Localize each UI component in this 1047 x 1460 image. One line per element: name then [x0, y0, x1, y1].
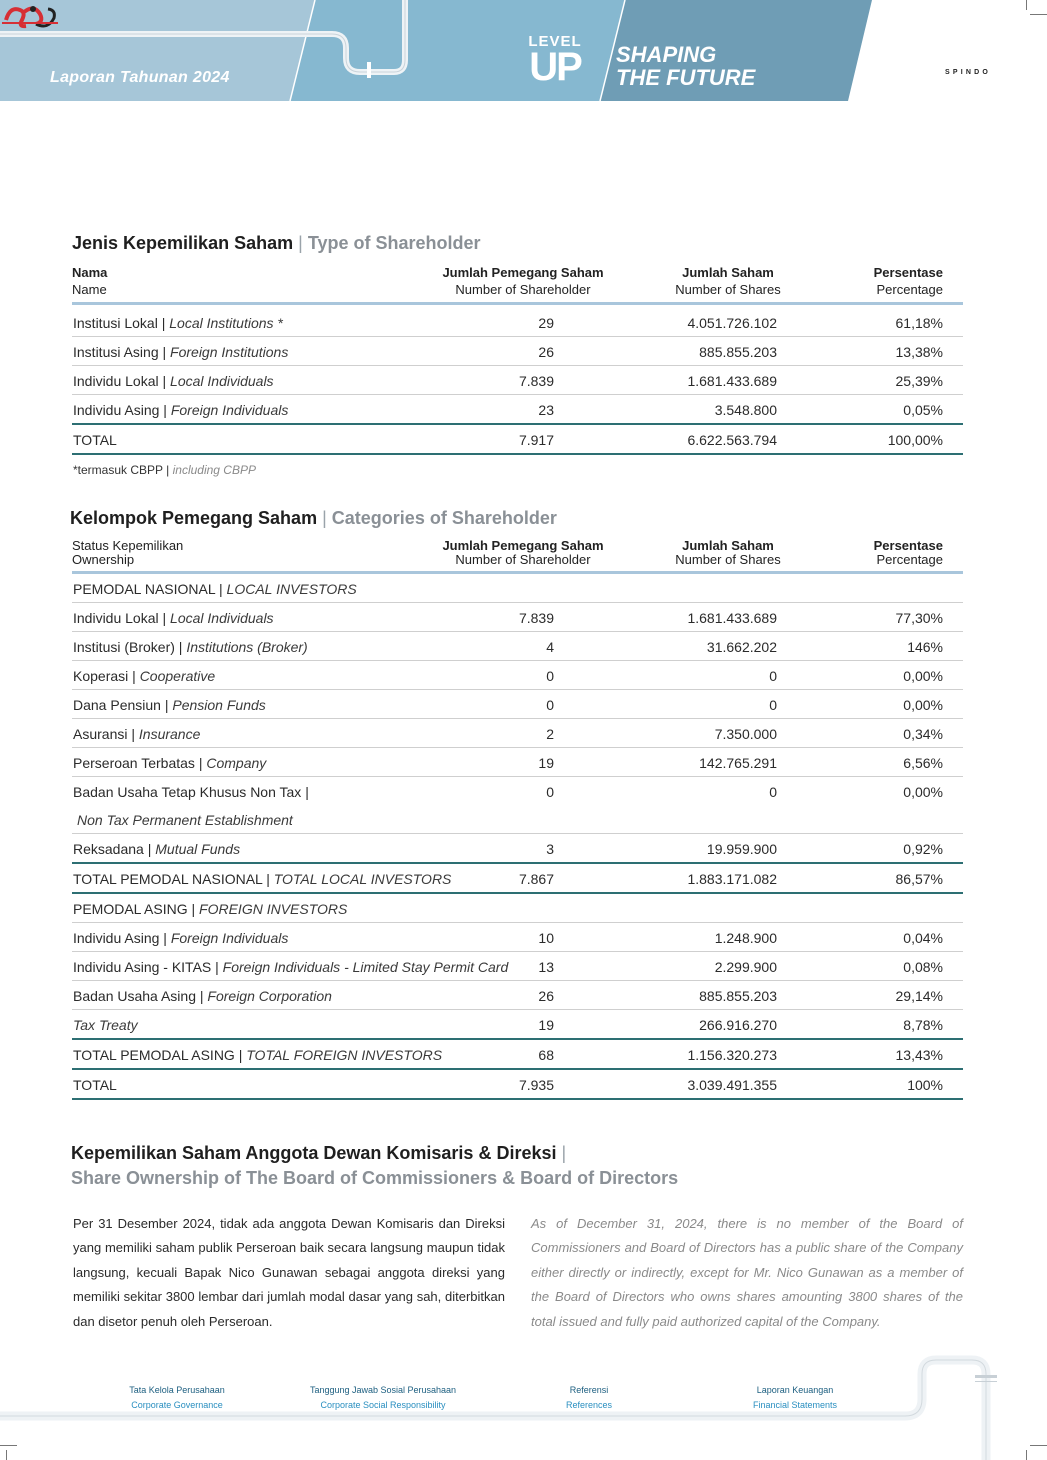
table-row: [72, 719, 963, 748]
row-holders: 23: [538, 402, 554, 418]
row-pct: 77,30%: [895, 610, 943, 626]
table-row: [72, 748, 963, 777]
tagline-line2: THE FUTURE: [616, 65, 756, 90]
row-shares: 1.681.433.689: [687, 610, 777, 626]
board-ownership-title: [71, 1143, 566, 1164]
row-holders: 4: [546, 639, 554, 655]
title-id: Kelompok Pemegang Saham: [70, 508, 318, 528]
title-separator: |: [322, 508, 327, 528]
row-name: Individu Lokal | Local Individuals: [73, 373, 274, 389]
group-header-foreign: PEMODAL ASING | FOREIGN INVESTORS: [72, 894, 963, 923]
row-holders: 29: [538, 315, 554, 331]
row-shares: 142.765.291: [699, 755, 777, 771]
level-text: LEVEL: [528, 33, 582, 50]
table-row-foreign-total: TOTAL PEMODAL ASING | TOTAL FOREIGN INVESTORS 68 1.156.320.273 13,43%: [72, 1040, 963, 1070]
level-up-logo: [523, 33, 587, 89]
row-pct: 29,14%: [895, 988, 943, 1004]
row-pct: 13,38%: [895, 344, 943, 360]
table-row: [72, 952, 963, 981]
col-name-header: Status Kepemilikan Ownership: [72, 538, 184, 567]
col-shares-header: Jumlah Saham Number of Shares: [675, 538, 781, 567]
row-name: Institusi (Broker) | Institutions (Broker): [73, 639, 308, 655]
table-row: [72, 661, 963, 690]
row-shares: 0: [769, 668, 777, 684]
row-shares: 31.662.202: [706, 639, 777, 655]
footer-link-csr[interactable]: Tanggung Jawab Sosial Perusahaan Corporate Social Responsibility: [309, 1385, 457, 1410]
row-pct: 6,56%: [903, 755, 943, 771]
crop-mark: [0, 1445, 17, 1446]
row-name: Perseroan Terbatas | Company: [73, 755, 267, 771]
title-separator: |: [561, 1143, 567, 1163]
report-title: Laporan Tahunan 2024: [50, 69, 230, 86]
row-holders: 19: [538, 755, 554, 771]
table-row: [72, 366, 963, 395]
table-row: [72, 923, 963, 952]
row-name: Dana Pensiun | Pension Funds: [73, 697, 266, 713]
crop-mark: [1026, 1450, 1027, 1460]
title-en: Categories of Shareholder: [331, 508, 557, 528]
foreign-rows: [72, 923, 963, 1010]
row-shares: 0: [769, 697, 777, 713]
col-pct-header: Persentase Percentage: [873, 538, 943, 567]
table-row-but: Badan Usaha Tetap Khusus Non Tax | 0 0 0,00%: [73, 784, 943, 800]
type-of-shareholder-title: [72, 233, 481, 254]
row-shares: 1.248.900: [714, 930, 777, 946]
type-of-shareholder-table: [72, 264, 963, 455]
title-en: Type of Shareholder: [307, 233, 481, 253]
table-row-but-en: Non Tax Permanent Establishment: [72, 805, 963, 834]
categories-table: [72, 539, 963, 1100]
col-holders-header: Jumlah Pemegang Saham Number of Shareholder: [442, 538, 604, 567]
table-row: [72, 603, 963, 632]
board-ownership-title-en: [71, 1168, 678, 1189]
table-footnote: *termasuk CBPP | including CBPP: [73, 463, 256, 477]
table-row: [72, 308, 963, 337]
table-row: [72, 690, 963, 719]
footer-link-references[interactable]: Referensi References: [565, 1385, 613, 1410]
row-pct: 0,04%: [903, 930, 943, 946]
paragraph-english: As of December 31, 2024, there is no member of the Board of Commissioners and Board of Directors has a public share of the Company either directly or indirectly, except for Mr. Nico Gunawan as a member of the Board of Directors who owns shares amounting 3800 shares of the total issued and fully paid authorized capital of the Company.: [531, 1216, 963, 1329]
table-row: [72, 337, 963, 366]
table-header: [72, 264, 963, 305]
row-name: Koperasi | Cooperative: [73, 668, 216, 684]
col-shares-header: Jumlah Saham Number of Shares: [675, 265, 781, 297]
crop-mark: [6, 1450, 7, 1460]
row-name: Institusi Lokal | Local Institutions *: [73, 315, 283, 331]
table-row-local-total: TOTAL PEMODAL NASIONAL | TOTAL LOCAL INVESTORS 7.867 1.883.171.082 86,57%: [72, 864, 963, 894]
up-text: UP: [529, 45, 581, 89]
row-shares: 4.051.726.102: [687, 315, 777, 331]
row-holders: 2: [546, 726, 554, 742]
row-name: Asuransi | Insurance: [73, 726, 201, 742]
row-pct: 61,18%: [895, 315, 943, 331]
row-holders: 7.839: [518, 373, 554, 389]
table-row-tax-treaty: Tax Treaty 19 266.916.270 8,78%: [72, 1010, 963, 1040]
row-name: Individu Asing - KITAS | Foreign Individuals - Limited Stay Permit Card: [73, 959, 509, 975]
row-pct: 0,08%: [903, 959, 943, 975]
footer-link-governance[interactable]: Tata Kelola Perusahaan Corporate Governance: [129, 1385, 225, 1410]
row-holders: 26: [538, 988, 554, 1004]
col-holders-header: Jumlah Pemegang Saham Number of Shareholder: [442, 265, 604, 297]
row-shares: 885.855.203: [699, 344, 777, 360]
crop-mark: [1026, 0, 1027, 10]
table-header: [72, 539, 963, 574]
table-row-total: TOTAL 7.935 3.039.491.355 100%: [72, 1070, 963, 1100]
table-row: [72, 395, 963, 425]
table-row-mutual-funds: Reksadana | Mutual Funds 3 19.959.900 0,92%: [72, 834, 963, 864]
tagline-line1: SHAPING: [616, 42, 717, 67]
row-holders: 0: [546, 697, 554, 713]
paragraph-indonesian: Per 31 Desember 2024, tidak ada anggota Dewan Komisaris dan Direksi yang memiliki saham publik Perseroan baik secara langsung maupun tidak langsung, kecuali Bapak Nico Gunawan sebagai anggota direksi yang memiliki sekitar 3800 lembar dari jumlah modal dasar yang sah, diterbitkan dan disetor penuh oleh Perseroan.: [73, 1216, 505, 1329]
row-name: Individu Lokal | Local Individuals: [73, 610, 274, 626]
row-shares: 1.681.433.689: [687, 373, 777, 389]
title-id: Jenis Kepemilikan Saham: [72, 233, 294, 253]
row-holders: 13: [538, 959, 554, 975]
row-pct: 146%: [907, 639, 943, 655]
table-row-total: TOTAL 7.917 6.622.563.794 100,00%: [72, 425, 963, 455]
table-body: [72, 308, 963, 425]
row-pct: 25,39%: [895, 373, 943, 389]
logo-text: SPINDO: [945, 69, 992, 76]
row-name: Badan Usaha Asing | Foreign Corporation: [73, 988, 332, 1004]
row-shares: 7.350.000: [714, 726, 777, 742]
crop-mark: [1030, 1445, 1047, 1446]
row-shares: 3.548.800: [714, 402, 777, 418]
row-name: Institusi Asing | Foreign Institutions: [73, 344, 289, 360]
row-name: Individu Asing | Foreign Individuals: [73, 402, 289, 418]
col-pct-header: Persentase Percentage: [873, 265, 943, 297]
row-holders: 10: [538, 930, 554, 946]
title-en: Share Ownership of The Board of Commissioners & Board of Directors: [71, 1168, 679, 1188]
row-pct: 0,00%: [903, 697, 943, 713]
row-pct: 0,00%: [903, 668, 943, 684]
row-holders: 7.839: [518, 610, 554, 626]
spindo-logo-icon: [0, 0, 60, 36]
table-row: [72, 981, 963, 1010]
tagline: [616, 43, 755, 89]
table-row: [72, 632, 963, 661]
row-shares: 885.855.203: [699, 988, 777, 1004]
row-holders: 26: [538, 344, 554, 360]
local-rows: [72, 603, 963, 777]
row-pct: 0,34%: [903, 726, 943, 742]
crop-mark: [1030, 14, 1047, 15]
col-name-header: Nama Name: [72, 265, 108, 297]
row-name: Individu Asing | Foreign Individuals: [73, 930, 289, 946]
group-header-local: PEMODAL NASIONAL | LOCAL INVESTORS: [72, 574, 963, 603]
row-shares: 2.299.900: [714, 959, 777, 975]
title-id: Kepemilikan Saham Anggota Dewan Komisaris & Direksi: [71, 1143, 557, 1163]
footer-link-financial[interactable]: Laporan Keuangan Financial Statements: [752, 1385, 838, 1410]
row-pct: 0,05%: [903, 402, 943, 418]
header-banner: [0, 0, 1047, 101]
row-holders: 0: [546, 668, 554, 684]
title-separator: |: [298, 233, 303, 253]
categories-title: [70, 508, 557, 529]
